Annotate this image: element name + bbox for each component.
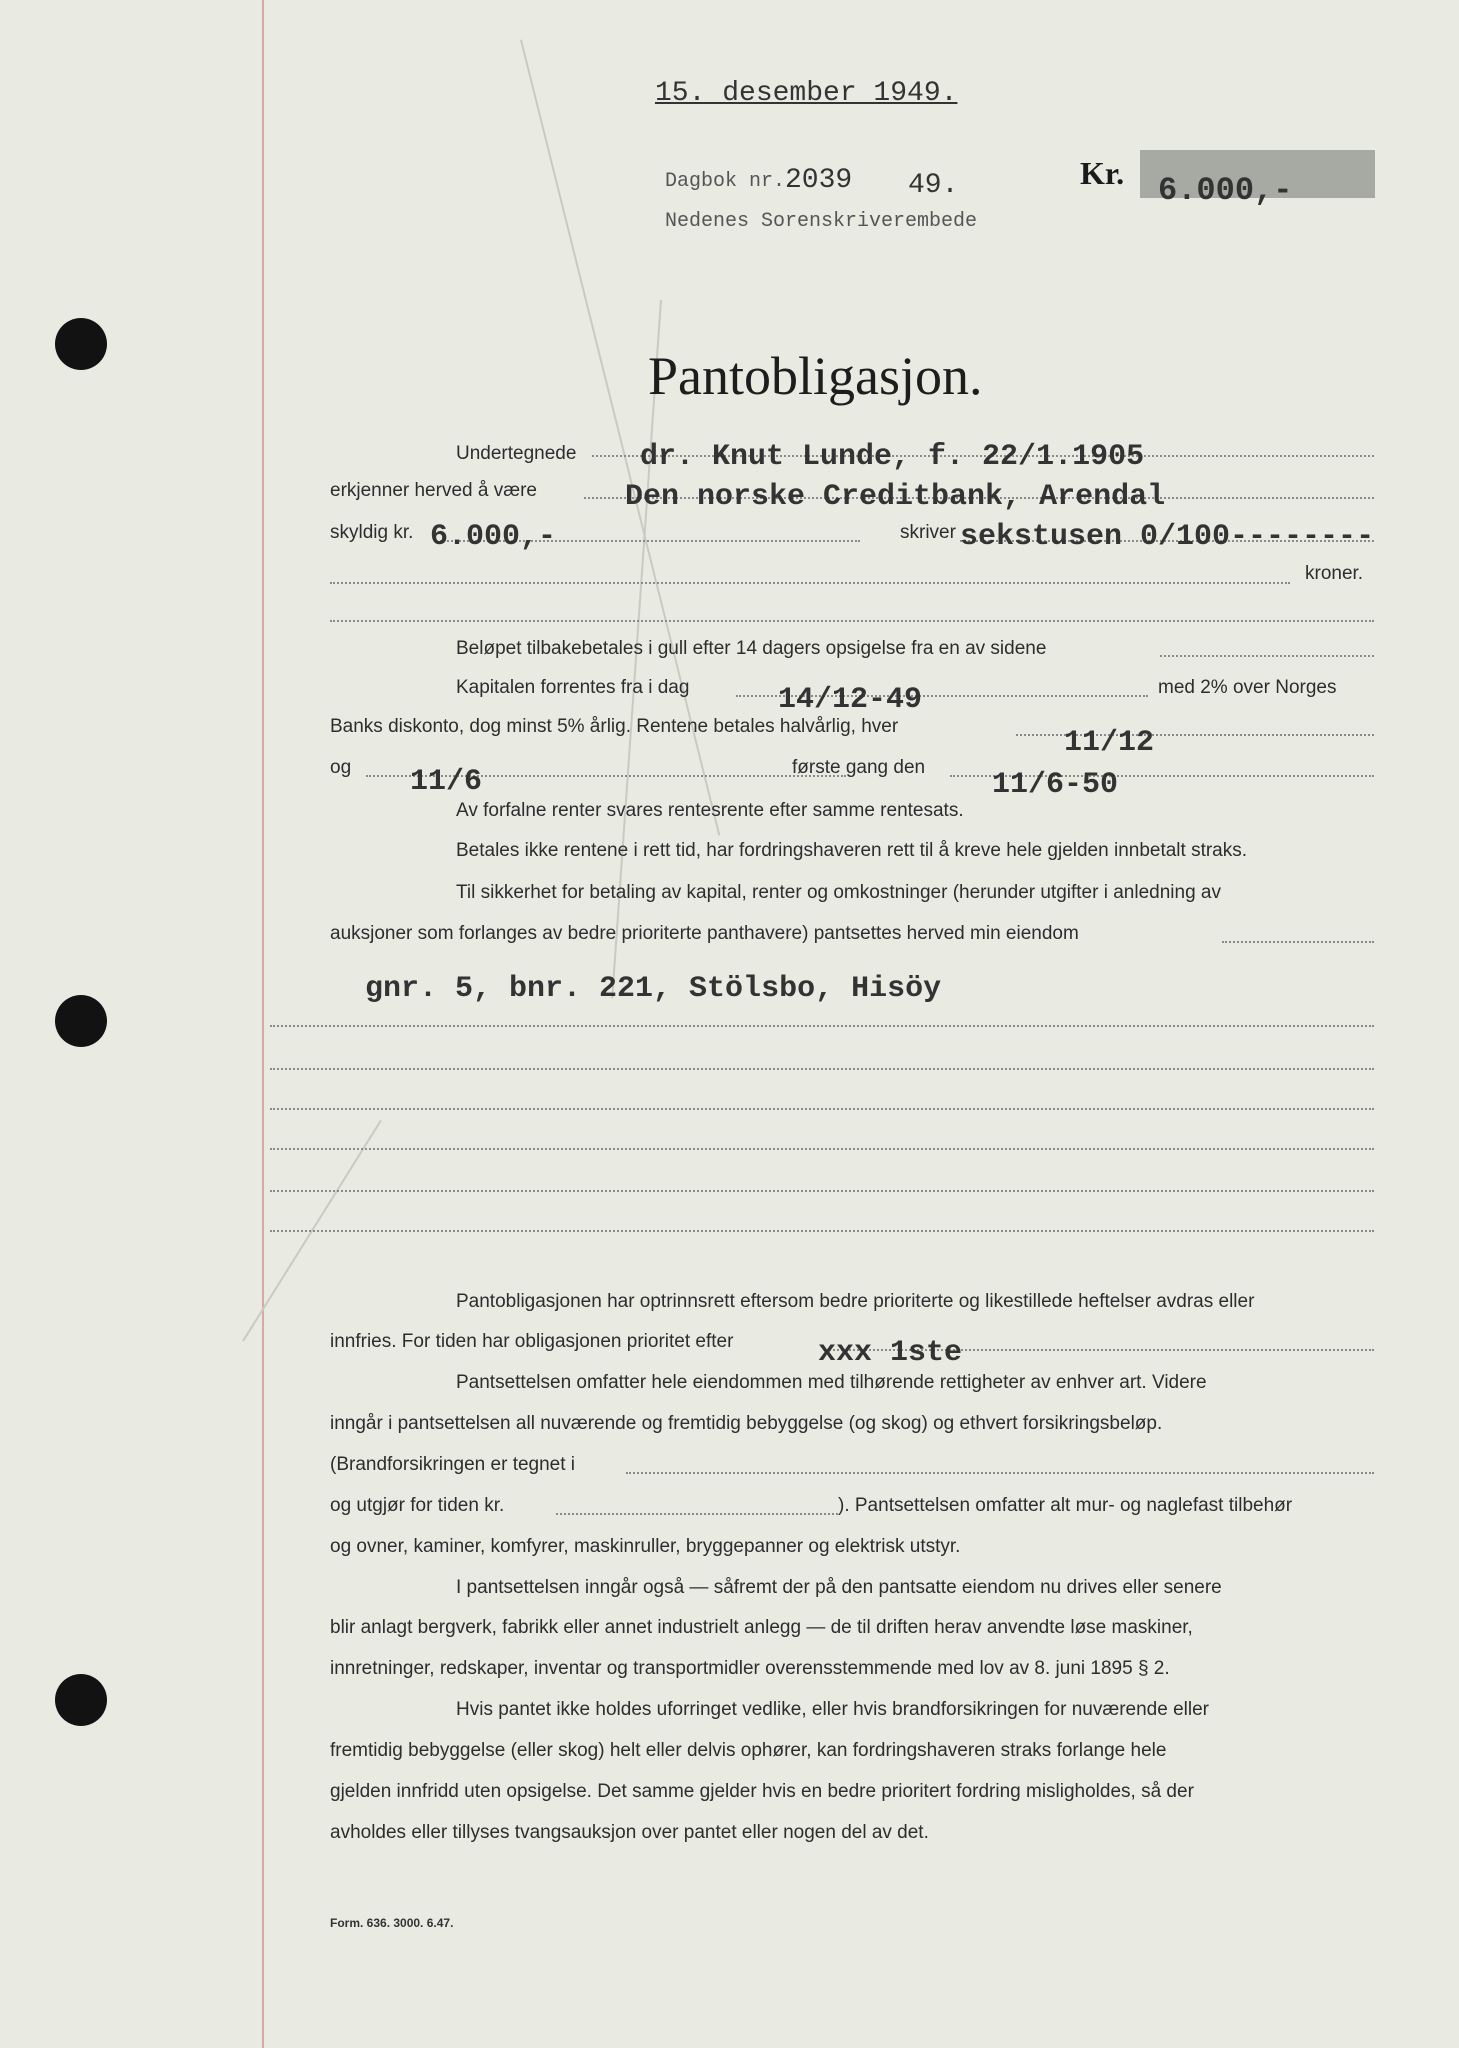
kr-label: Kr. (1080, 155, 1125, 191)
kapital-date: 14/12-49 (778, 683, 923, 717)
punch-hole (55, 318, 107, 370)
creditor-name: Den norske Creditbank, Arendal (625, 480, 1166, 514)
body-para-4d: avholdes eller tillyses tvangsauksjon over pantet eller nogen del av det. (330, 1822, 929, 1843)
body-para-1b: innfries. For tiden har obligasjonen prioritet efter (330, 1331, 734, 1352)
body-para-2d2: ). Pantsettelsen omfatter alt mur- og naglefast tilbehør (838, 1495, 1293, 1516)
skyldig-label: skyldig kr. (330, 522, 414, 543)
body-para-1a: Pantobligasjonen har optrinnsrett eftersom bedre prioriterte og likestillede heftelser avdras eller (456, 1291, 1255, 1312)
body-para-3b: blir anlagt bergverk, fabrikk eller annet industrielt anlegg — de til driften herav anvendte løse maskiner, (330, 1617, 1193, 1638)
dagbok-year: 49. (908, 170, 959, 201)
amount-in-words: sekstusen 0/100-------- (960, 520, 1375, 554)
debtor-name: dr. Knut Lunde, f. 22/1.1905 (640, 440, 1145, 474)
property-dotted-line-3 (270, 1108, 1374, 1110)
property-dotted-line-1 (270, 1025, 1374, 1027)
terms-para-3a: Til sikkerhet for betaling av kapital, renter og omkostninger (herunder utgifter i anledning av (456, 882, 1221, 903)
eiendom-dotted-line (1222, 941, 1374, 943)
utgjor-dotted-line (556, 1513, 838, 1515)
body-para-2c: (Brandforsikringen er tegnet i (330, 1454, 576, 1475)
kroner-label: kroner. (1305, 563, 1364, 584)
body-para-3c: innretninger, redskaper, inventar og transportmidler overensstemmende med lov av 8. juni 1895 § 2. (330, 1658, 1170, 1679)
terms-line-1: Beløpet tilbakebetales i gull efter 14 dagers opsigelse fra en av sidene (456, 638, 1047, 659)
over-norges: med 2% over Norges (1158, 677, 1337, 698)
skyldig-amount: 6.000,- (430, 520, 557, 554)
body-para-2e: og ovner, kaminer, komfyrer, maskinruller, bryggepanner og elektrisk utstyr. (330, 1536, 961, 1557)
terms-para-3b: auksjoner som forlanges av bedre prioriterte panthavere) pantsettes herved min eiendom (330, 923, 1079, 944)
erkjenner-label: erkjenner herved å være (330, 480, 537, 501)
property-dotted-line-5 (270, 1190, 1374, 1192)
interest-date-2: 11/6 (410, 765, 483, 799)
terms-dotted-line (1160, 655, 1374, 657)
body-para-2b: inngår i pantsettelsen all nuværende og fremtidig bebyggelse (og skog) og ethvert forsikringsbeløp. (330, 1413, 1163, 1434)
office-stamp: Nedenes Sorenskriverembede (665, 210, 978, 233)
blank-dotted-line (330, 620, 1374, 622)
skriver-label: skriver (900, 522, 956, 543)
property-dotted-line-4 (270, 1148, 1374, 1150)
priority-value: xxx 1ste (818, 1336, 963, 1370)
brandforsikring-dotted-line (626, 1472, 1374, 1474)
undertegnede-label: Undertegnede (456, 443, 577, 464)
page-title: Pantobligasjon. (648, 346, 983, 406)
first-interest-date: 11/6-50 (992, 768, 1119, 802)
terms-para-1: Av forfalne renter svares rentesrente efter samme rentesats. (456, 800, 964, 821)
banks-line: Banks diskonto, dog minst 5% årlig. Rentene betales halvårlig, hver (330, 716, 899, 737)
body-para-2d1: og utgjør for tiden kr. (330, 1495, 505, 1516)
kr-amount: 6.000,- (1158, 172, 1293, 209)
form-number: Form. 636. 3000. 6.47. (330, 1916, 454, 1930)
punch-hole (55, 1674, 107, 1726)
kroner-dotted-line (330, 582, 1290, 584)
body-para-4c: gjelden innfridd uten opsigelse. Det samme gjelder hvis en bedre prioritert fordring misligholdes, så der (330, 1781, 1194, 1802)
document-date: 15. desember 1949. (655, 78, 958, 109)
dagbok-label: Dagbok nr. (665, 170, 786, 193)
kapital-label: Kapitalen forrentes fra i dag (456, 677, 690, 698)
body-para-4a: Hvis pantet ikke holdes uforringet vedlike, eller hvis brandforsikringen for nuværende eller (456, 1699, 1209, 1720)
property-dotted-line-2 (270, 1068, 1374, 1070)
margin-line (262, 0, 264, 2048)
property-description: gnr. 5, bnr. 221, Stölsbo, Hisöy (365, 972, 942, 1006)
forste-label: første gang den (792, 757, 926, 778)
interest-date-1: 11/12 (1064, 726, 1155, 760)
body-para-4b: fremtidig bebyggelse (eller skog) helt eller delvis ophører, kan fordringshaveren straks forlange hele (330, 1740, 1167, 1761)
property-dotted-line-6 (270, 1230, 1374, 1232)
og-label: og (330, 757, 352, 778)
punch-hole (55, 995, 107, 1047)
dagbok-number: 2039 (785, 165, 853, 196)
terms-para-2: Betales ikke rentene i rett tid, har fordringshaveren rett til å kreve hele gjelden innbetalt straks. (456, 840, 1248, 861)
body-para-2a: Pantsettelsen omfatter hele eiendommen med tilhørende rettigheter av enhver art. Videre (456, 1372, 1207, 1393)
body-para-3a: I pantsettelsen inngår også — såfremt der på den pantsatte eiendom nu drives eller senere (456, 1577, 1222, 1598)
